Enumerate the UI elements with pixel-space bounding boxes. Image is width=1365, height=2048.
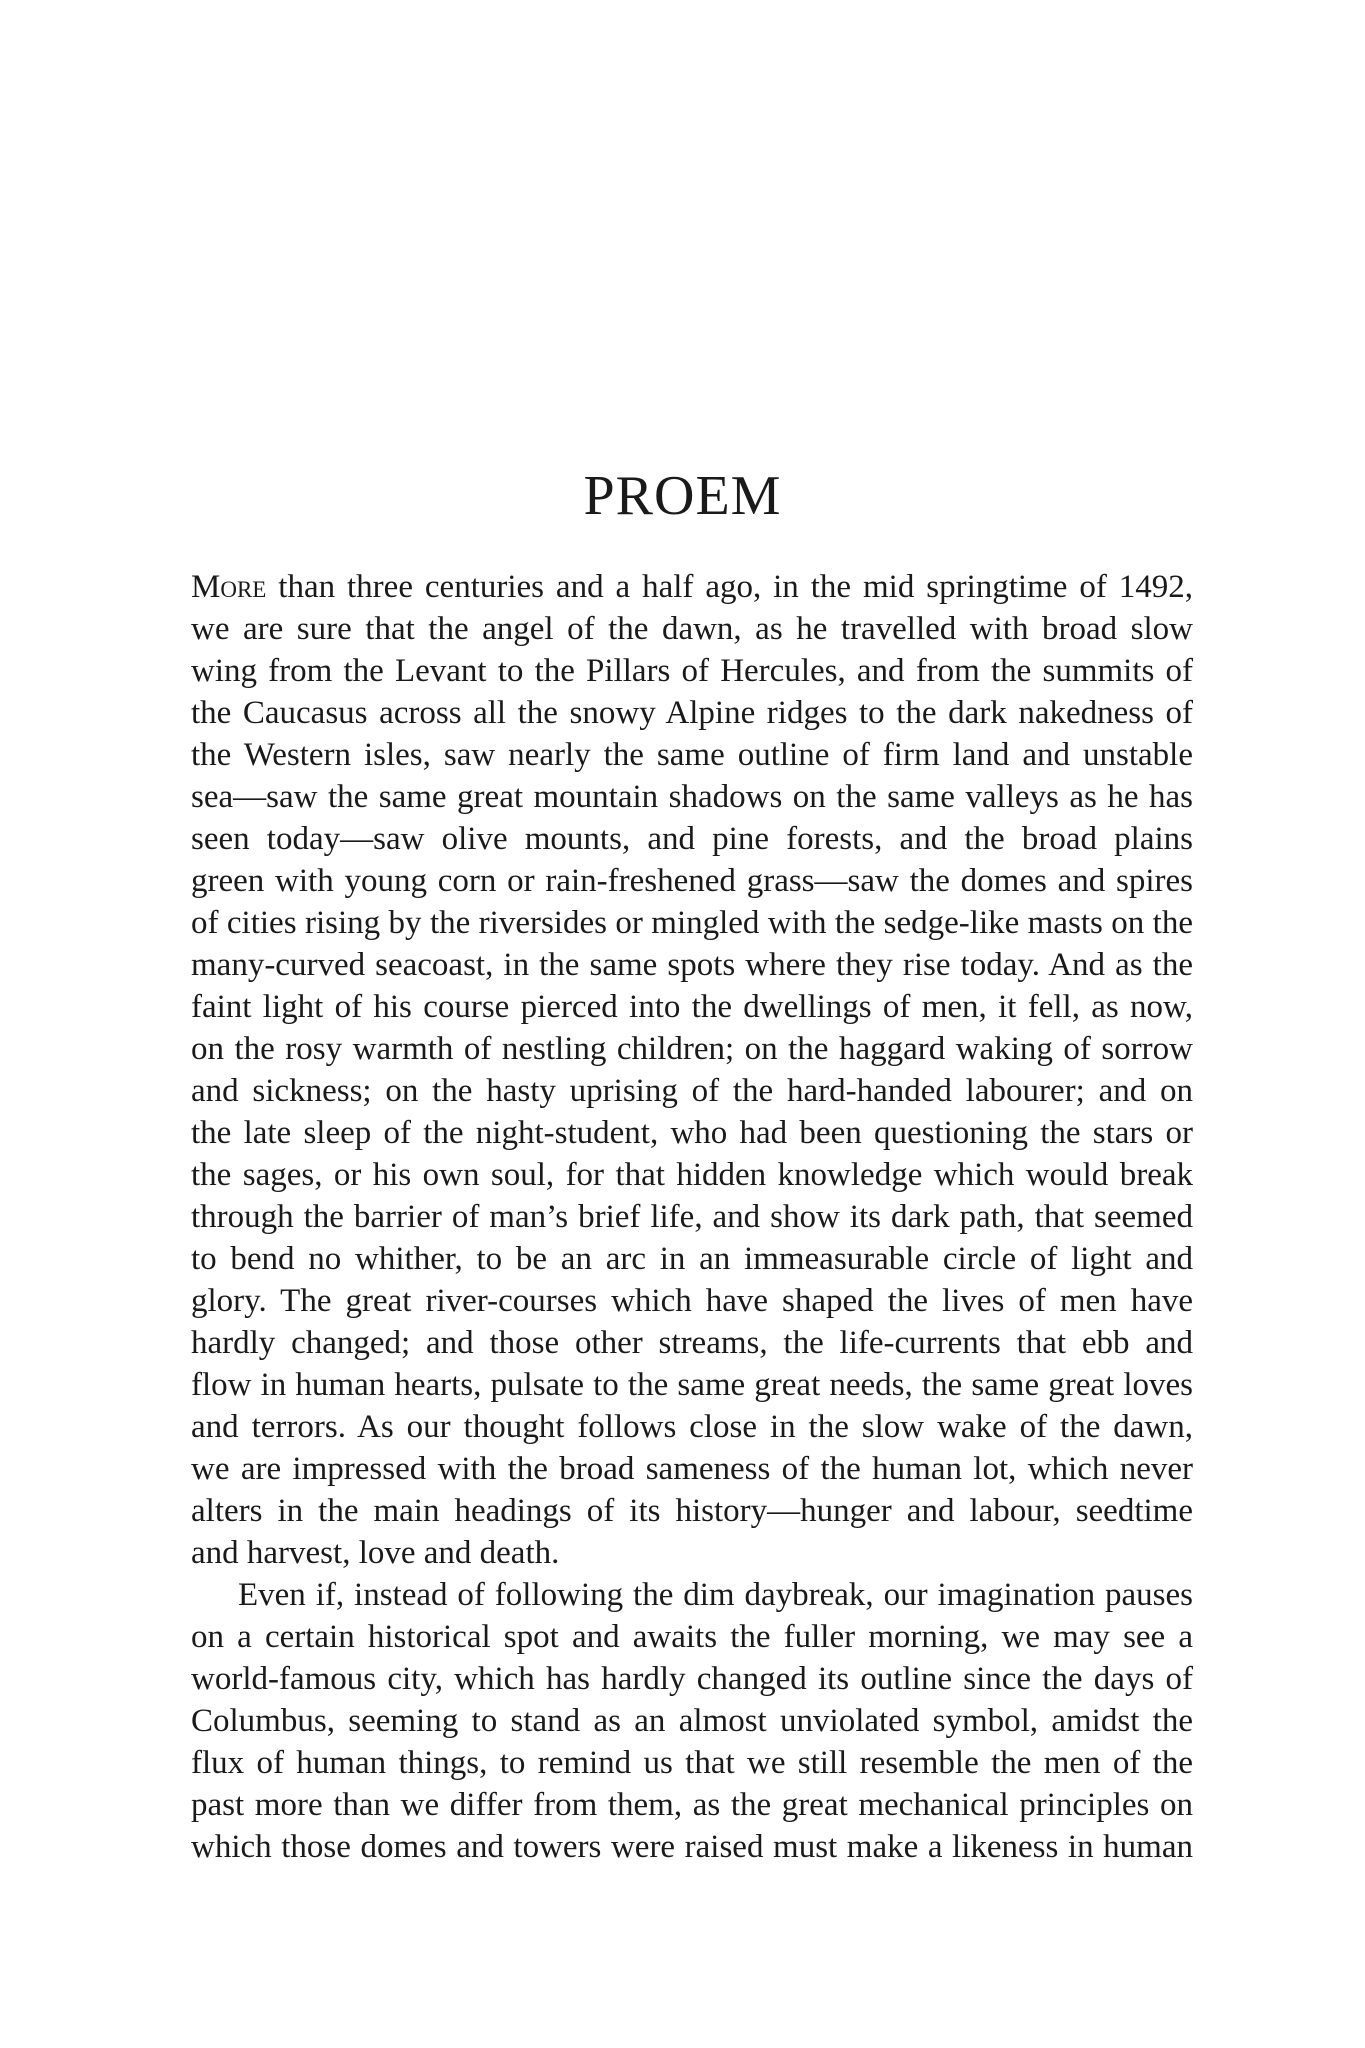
opening-word: More bbox=[191, 569, 267, 605]
text-line: Even if, instead of following the dim daybreak, our imagination pauses bbox=[238, 1577, 1193, 1613]
text-line: on the rosy warmth of nestling children; on the haggard waking of sorrow bbox=[191, 1031, 1193, 1067]
text-line: to bend no whither, to be an arc in an immeasurable circle of light and bbox=[191, 1241, 1193, 1277]
text-line: world-famous city, which has hardly changed its outline since the days of bbox=[191, 1661, 1193, 1697]
text-line: glory. The great river-courses which have shaped the lives of men have bbox=[191, 1283, 1193, 1319]
text-line: past more than we differ from them, as the great mechanical principles on bbox=[191, 1787, 1193, 1823]
text-line: faint light of his course pierced into the dwellings of men, it fell, as now, bbox=[191, 989, 1193, 1025]
text-line: the Caucasus across all the snowy Alpine ridges to the dark nakedness of bbox=[191, 695, 1193, 731]
chapter-body bbox=[191, 566, 1193, 1868]
text-line: and sickness; on the hasty uprising of the hard-handed labourer; and on bbox=[191, 1073, 1193, 1109]
text-line: seen today—saw olive mounts, and pine forests, and the broad plains bbox=[191, 821, 1193, 857]
text-line: sea—saw the same great mountain shadows on the same valleys as he has bbox=[191, 779, 1193, 815]
text-line: we are impressed with the broad sameness of the human lot, which never bbox=[191, 1451, 1193, 1487]
text-line: which those domes and towers were raised must make a likeness in human bbox=[191, 1829, 1193, 1865]
text-line: many-curved seacoast, in the same spots where they rise today. And as the bbox=[191, 947, 1193, 983]
text-line: we are sure that the angel of the dawn, as he travelled with broad slow bbox=[191, 611, 1193, 647]
text-line: flux of human things, to remind us that we still resemble the men of the bbox=[191, 1745, 1193, 1781]
text-line: green with young corn or rain-freshened grass—saw the domes and spires bbox=[191, 863, 1193, 899]
paragraph-2 bbox=[191, 1574, 1193, 1868]
text-line: of cities rising by the riversides or mingled with the sedge-like masts on the bbox=[191, 905, 1193, 941]
paragraph-1 bbox=[191, 566, 1193, 1574]
text-line: More than three centuries and a half ago, in the mid springtime of 1492, bbox=[191, 569, 1193, 605]
text-line: Columbus, seeming to stand as an almost unviolated symbol, amidst the bbox=[191, 1703, 1193, 1739]
text-line: hardly changed; and those other streams, the life-currents that ebb and bbox=[191, 1325, 1193, 1361]
text-line: and terrors. As our thought follows close in the slow wake of the dawn, bbox=[191, 1409, 1193, 1445]
text-line: flow in human hearts, pulsate to the same great needs, the same great loves bbox=[191, 1367, 1193, 1403]
text-line: alters in the main headings of its history—hunger and labour, seedtime bbox=[191, 1493, 1193, 1529]
chapter-title: PROEM bbox=[583, 465, 782, 527]
text-line: the Western isles, saw nearly the same outline of firm land and unstable bbox=[191, 737, 1193, 773]
text-line: through the barrier of man’s brief life, and show its dark path, that seemed bbox=[191, 1199, 1193, 1235]
text-line: wing from the Levant to the Pillars of Hercules, and from the summits of bbox=[191, 653, 1193, 689]
text-line: the late sleep of the night-student, who had been questioning the stars or bbox=[191, 1115, 1193, 1151]
text-line: and harvest, love and death. bbox=[191, 1535, 560, 1571]
text-line: on a certain historical spot and awaits the fuller morning, we may see a bbox=[191, 1619, 1193, 1655]
text-line: the sages, or his own soul, for that hidden knowledge which would break bbox=[191, 1157, 1193, 1193]
